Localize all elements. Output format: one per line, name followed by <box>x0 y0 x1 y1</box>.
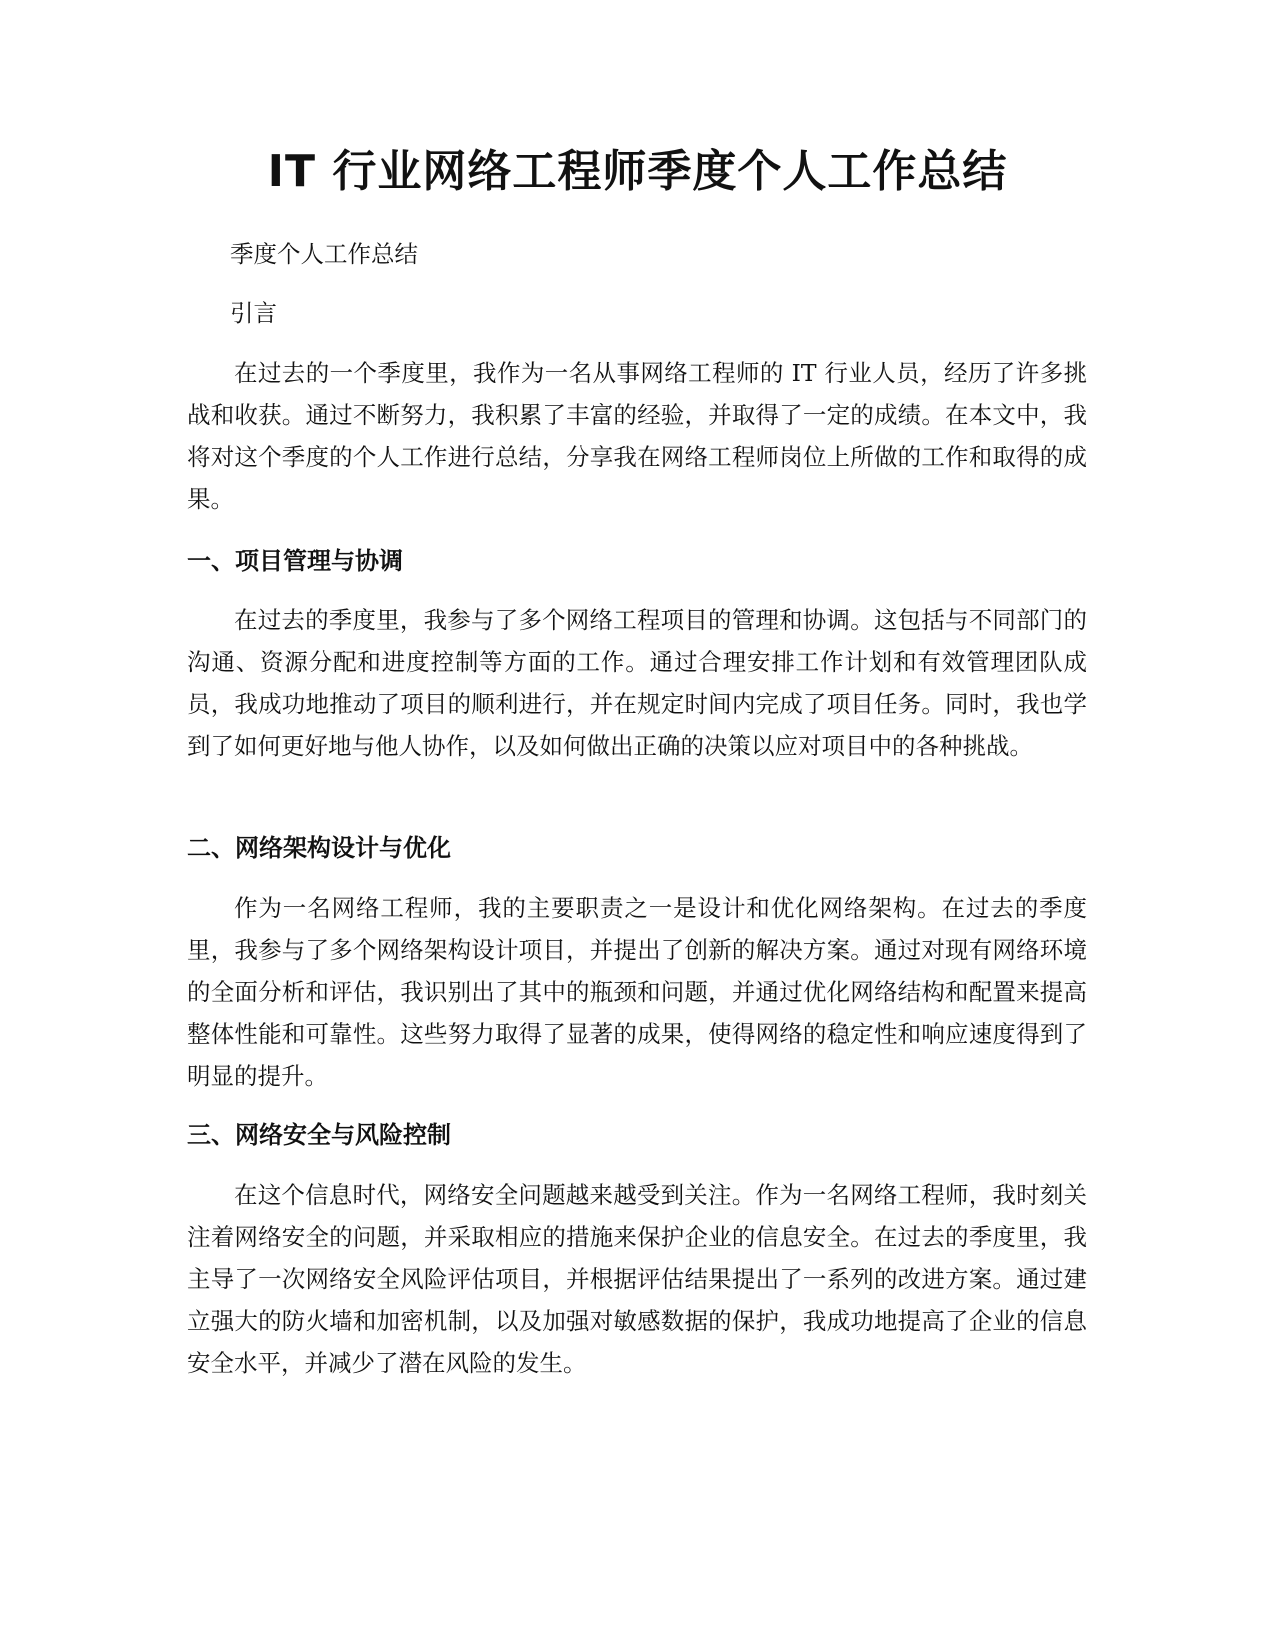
document-subtitle: 季度个人工作总结 <box>230 240 418 268</box>
section-paragraph-network-architecture: 作为一名网络工程师，我的主要职责之一是设计和优化网络架构。在过去的季度里，我参与了多个网络架构设计项目，并提出了创新的解决方案。通过对现有网络环境的全面分析和评估，我识别出了其中的瓶颈和问题，并通过优化网络结构和配置来提高整体性能和可靠性。这些努力取得了显著的成果，使得网络的稳定性和响应速度得到了明显的提升。 <box>187 894 1087 1090</box>
section-paragraph-project-management: 在过去的季度里，我参与了多个网络工程项目的管理和协调。这包括与不同部门的沟通、资源分配和进度控制等方面的工作。通过合理安排工作计划和有效管理团队成员，我成功地推动了项目的顺利进行，并在规定时间内完成了项目任务。同时，我也学到了如何更好地与他人协作，以及如何做出正确的决策以应对项目中的各种挑战。 <box>187 606 1087 760</box>
section-heading-project-management: 一、项目管理与协调 <box>187 547 403 575</box>
section-heading-network-architecture: 二、网络架构设计与优化 <box>187 834 451 862</box>
intro-paragraph: 在过去的一个季度里，我作为一名从事网络工程师的 IT 行业人员，经历了许多挑战和收获。通过不断努力，我积累了丰富的经验，并取得了一定的成绩。在本文中，我将对这个季度的个人工作进行总结，分享我在网络工程师岗位上所做的工作和取得的成果。 <box>187 359 1087 513</box>
section-paragraph-network-security: 在这个信息时代，网络安全问题越来越受到关注。作为一名网络工程师，我时刻关注着网络安全的问题，并采取相应的措施来保护企业的信息安全。在过去的季度里，我主导了一次网络安全风险评估项目，并根据评估结果提出了一系列的改进方案。通过建立强大的防火墙和加密机制，以及加强对敏感数据的保护，我成功地提高了企业的信息安全水平，并减少了潜在风险的发生。 <box>187 1181 1087 1377</box>
intro-label: 引言 <box>230 299 277 327</box>
document-title: IT 行业网络工程师季度个人工作总结 <box>267 146 1008 197</box>
section-heading-network-security: 三、网络安全与风险控制 <box>187 1121 451 1149</box>
